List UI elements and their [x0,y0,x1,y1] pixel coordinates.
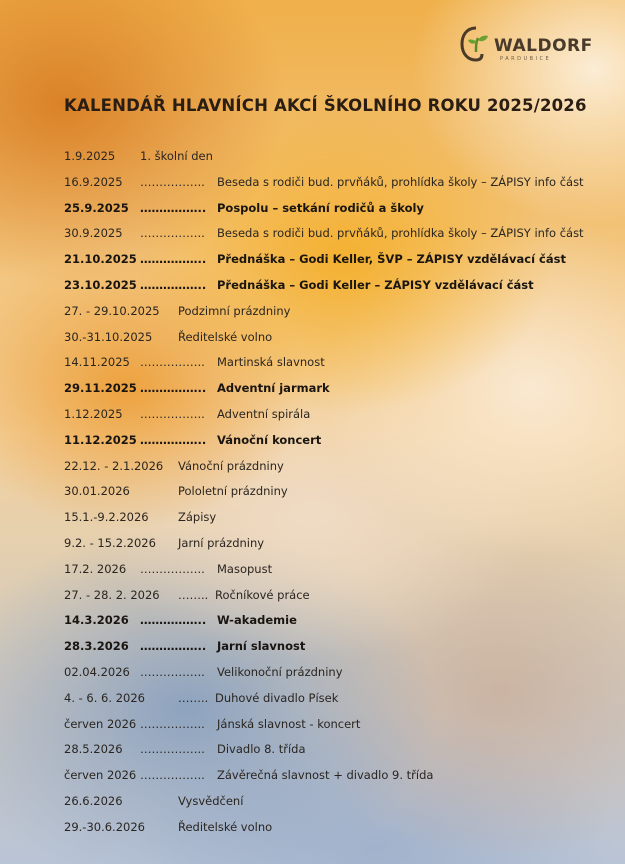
event-date: 22.12. - 2.1.2026 [64,458,164,473]
event-row [64,637,604,663]
event-description: Pospolu – setkání rodičů a školy [217,200,424,215]
event-row [64,379,604,405]
event-row [64,224,604,250]
event-row [64,818,604,844]
event-description: W-akademie [217,613,297,628]
event-list [64,147,604,844]
event-row [64,560,604,586]
event-row [64,173,604,199]
event-description: Vánoční prázdniny [178,458,284,473]
logo-wordmark: WALDORF [494,36,593,56]
event-row [64,663,604,689]
event-description: 1. školní den [140,149,213,163]
event-date: 11.12.2025 [64,432,137,447]
event-row [64,431,604,457]
event-row [64,534,604,560]
event-leader-dots: …………….. [140,768,205,783]
event-date: 1.12.2025 [64,406,123,421]
event-date: 1.9.2025 [64,149,116,163]
event-leader-dots: …………….. [140,742,205,757]
event-date: červen 2026 [64,768,137,783]
event-date: 26.6.2026 [64,793,123,808]
event-row [64,482,604,508]
event-description: Martinská slavnost [217,355,325,370]
event-date: červen 2026 [64,716,137,731]
waldorf-logo [458,24,593,68]
event-leader-dots: …….. [178,587,209,602]
event-leader-dots: …………….. [140,200,207,215]
event-row [64,689,604,715]
event-description: Ředitelské volno [178,329,273,344]
event-leader-dots: …………….. [140,716,205,731]
event-description: Přednáška – Godi Keller – ZÁPISY vzdělávací část [217,277,534,292]
event-description: Závěrečná slavnost + divadlo 9. třída [217,768,434,783]
event-row [64,740,604,766]
event-date: 30.9.2025 [64,226,123,241]
event-date: 17.2. 2026 [64,561,127,576]
event-date: 30.-31.10.2025 [64,329,153,344]
event-date: 9.2. - 15.2.2026 [64,535,156,550]
event-date: 27. - 28. 2. 2026 [64,587,160,602]
event-description: Beseda s rodiči bud. prvňáků, prohlídka školy – ZÁPISY info část [217,226,584,241]
event-leader-dots: …………….. [140,226,205,241]
event-date: 27. - 29.10.2025 [64,303,160,318]
event-row [64,792,604,818]
event-date: 30.01.2026 [64,484,130,499]
event-leader-dots: …………….. [140,277,207,292]
event-date: 15.1.-9.2.2026 [64,510,149,525]
event-row [64,508,604,534]
sprout-logo-icon [458,24,494,64]
event-date: 29.-30.6.2026 [64,819,145,834]
event-date: 21.10.2025 [64,252,137,267]
event-description: Vysvědčení [178,793,244,808]
event-row [64,405,604,431]
event-leader-dots: …….. [178,690,209,705]
event-description: Jánská slavnost - koncert [217,716,361,731]
event-row [64,766,604,792]
page-title: KALENDÁŘ HLAVNÍCH AKCÍ ŠKOLNÍHO ROKU 2025/2026 [64,96,587,115]
event-date: 29.11.2025 [64,381,137,396]
event-date: 4. - 6. 6. 2026 [64,690,145,705]
event-leader-dots: …………….. [140,355,205,370]
event-leader-dots: …………….. [140,252,207,267]
event-date: 25.9.2025 [64,200,129,215]
event-date: 16.9.2025 [64,174,123,189]
event-row [64,328,604,354]
event-row [64,147,604,173]
event-date: 28.5.2026 [64,742,123,757]
event-leader-dots: …………….. [140,406,205,421]
event-leader-dots: …………….. [140,561,205,576]
event-leader-dots: …………….. [140,432,207,447]
event-description: Jarní slavnost [217,639,306,654]
event-date: 14.11.2025 [64,355,130,370]
event-description: Přednáška – Godi Keller, ŠVP – ZÁPISY vzdělávací část [217,252,566,267]
event-leader-dots: …………….. [140,664,205,679]
event-description: Adventní jarmark [217,381,330,396]
event-description: Pololetní prázdniny [178,484,288,499]
event-leader-dots: …………….. [140,381,207,396]
event-date: 02.04.2026 [64,664,130,679]
event-description: Podzimní prázdniny [178,303,291,318]
event-description: Beseda s rodiči bud. prvňáků, prohlídka školy – ZÁPISY info část [217,174,584,189]
event-row [64,250,604,276]
logo-subtitle: PARDUBICE [500,56,552,62]
event-leader-dots: …………….. [140,613,207,628]
event-description: Zápisy [178,510,217,525]
event-leader-dots: …………….. [140,174,205,189]
event-row [64,611,604,637]
event-description: Duhové divadlo Písek [215,690,339,705]
event-description: Masopust [217,561,273,576]
event-description: Vánoční koncert [217,432,322,447]
event-row [64,353,604,379]
event-row [64,586,604,612]
event-row [64,276,604,302]
event-description: Adventní spirála [217,406,311,421]
event-description: Velikonoční prázdniny [217,664,343,679]
event-date: 28.3.2026 [64,639,129,654]
event-description: Ředitelské volno [178,819,273,834]
event-description: Ročníkové práce [215,587,310,602]
event-row [64,302,604,328]
event-row [64,457,604,483]
event-row [64,199,604,225]
event-leader-dots: …………….. [140,639,207,654]
event-row [64,715,604,741]
event-date: 23.10.2025 [64,277,137,292]
event-description: Jarní prázdniny [178,535,265,550]
event-date: 14.3.2026 [64,613,129,628]
event-description: Divadlo 8. třída [217,742,306,757]
